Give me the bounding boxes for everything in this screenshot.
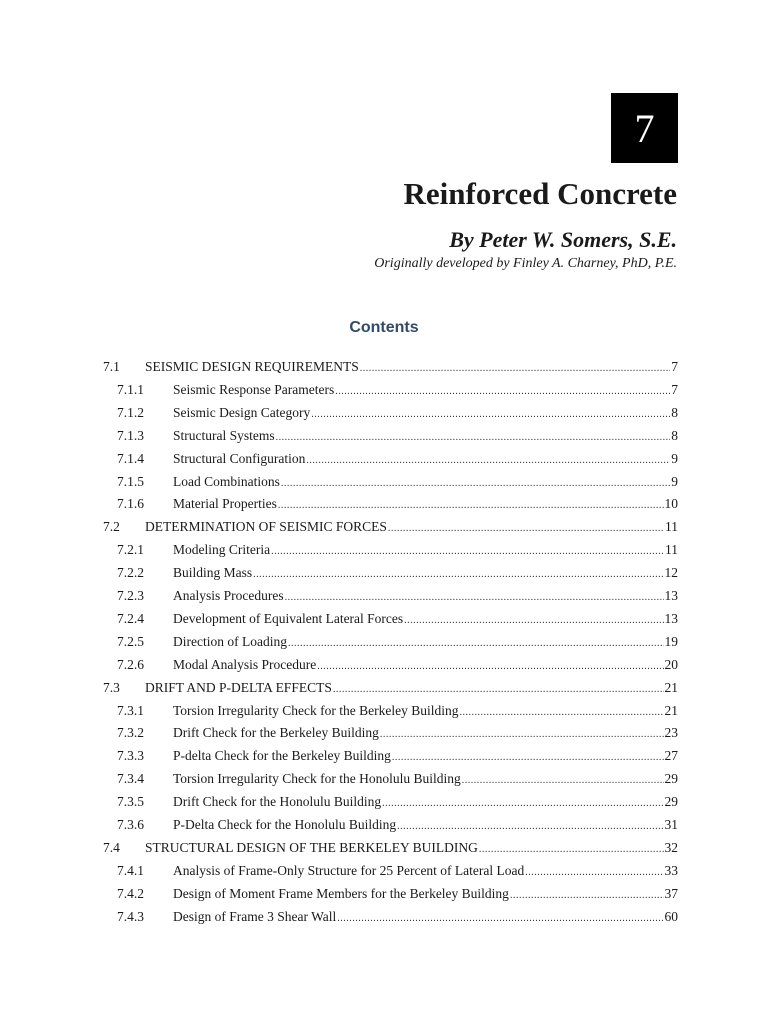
toc-entry[interactable]	[0, 403, 768, 423]
toc-entry-page: 31	[664, 817, 678, 832]
toc-entry-page: 37	[664, 885, 678, 901]
toc-entry-number: 7.2.4	[117, 610, 144, 626]
toc-entry[interactable]	[0, 701, 768, 721]
toc-dot-leader	[311, 405, 670, 425]
toc-entry-page: 9	[671, 473, 678, 489]
toc-entry-line	[145, 838, 678, 860]
toc-dot-leader	[317, 657, 663, 677]
toc-entry-page: 7	[671, 381, 678, 397]
toc-entry-title: DETERMINATION OF SEISMIC FORCES	[145, 519, 387, 535]
toc-entry[interactable]	[0, 632, 768, 652]
toc-entry-page: 33	[664, 862, 678, 878]
toc-dot-leader	[382, 794, 663, 814]
toc-entry[interactable]	[0, 472, 768, 492]
toc-entry-number: 7.2.1	[117, 542, 144, 558]
toc-entry-number: 7.1.4	[117, 450, 144, 466]
toc-entry-number: 7.1.3	[117, 427, 144, 443]
toc-entry-title: Analysis Procedures	[173, 588, 284, 603]
toc-entry-page: 21	[664, 702, 678, 718]
toc-dot-leader	[253, 565, 663, 585]
toc-dot-leader	[335, 382, 670, 402]
toc-entry-number: 7.3.6	[117, 817, 144, 832]
toc-dot-leader	[404, 611, 663, 631]
toc-entry[interactable]	[0, 838, 768, 858]
toc-entry-page: 29	[664, 794, 678, 810]
toc-dot-leader	[271, 542, 664, 562]
toc-dot-leader	[462, 771, 664, 791]
toc-entry-number: 7.4.1	[117, 862, 144, 878]
chapter-number-box	[611, 93, 678, 163]
toc-dot-leader	[525, 863, 663, 883]
toc-entry-page: 12	[664, 565, 678, 581]
toc-dot-leader	[479, 840, 664, 860]
toc-entry-title: Modal Analysis Procedure	[173, 656, 317, 672]
toc-dot-leader	[337, 909, 663, 929]
toc-dot-leader	[380, 725, 664, 745]
toc-entry-number: 7.4.3	[117, 908, 144, 924]
toc-entry[interactable]	[0, 494, 768, 514]
toc-entry-page: 13	[664, 610, 678, 626]
toc-entry-page: 23	[664, 725, 678, 741]
toc-entry-line	[173, 769, 678, 791]
toc-entry-page: 8	[671, 427, 678, 443]
toc-entry[interactable]	[0, 723, 768, 743]
author-line: By Peter W. Somers, S.E.	[449, 227, 677, 252]
toc-entry-title: Torsion Irregularity Check for the Berkeley Building	[173, 702, 459, 718]
toc-entry[interactable]	[0, 655, 768, 675]
toc-entry-title: Development of Equivalent Lateral Forces	[173, 610, 404, 626]
toc-dot-leader	[306, 451, 670, 471]
toc-entry[interactable]	[0, 678, 768, 698]
toc-dot-leader	[333, 680, 664, 700]
toc-entry-title: Torsion Irregularity Check for the Honolulu Building	[173, 771, 461, 787]
toc-entry-page: 29	[664, 771, 678, 787]
toc-entry-title: Load Combinations	[173, 473, 280, 489]
toc-entry-line	[173, 815, 678, 837]
toc-entry-page: 9	[671, 450, 678, 466]
toc-entry-title: Material Properties	[173, 496, 277, 512]
toc-entry-page: 20	[664, 656, 678, 672]
toc-entry-line	[173, 861, 678, 883]
toc-entry-line	[173, 472, 678, 494]
toc-dot-leader	[281, 474, 670, 494]
toc-entry[interactable]	[0, 540, 768, 560]
toc-entry-line	[145, 678, 678, 700]
toc-entry[interactable]	[0, 815, 768, 835]
toc-entry-line	[173, 723, 678, 745]
toc-entry-title: Drift Check for the Honolulu Building	[173, 794, 382, 810]
toc-entry-page: 21	[664, 679, 678, 695]
toc-entry-page: 10	[664, 496, 678, 512]
toc-entry-line	[173, 907, 678, 929]
toc-entry-line	[173, 426, 678, 448]
toc-entry[interactable]	[0, 586, 768, 606]
toc-entry-number: 7.1.6	[117, 496, 144, 512]
toc-entry-title: STRUCTURAL DESIGN OF THE BERKELEY BUILDING	[145, 839, 478, 855]
toc-entry-title: Design of Frame 3 Shear Wall	[173, 908, 337, 924]
toc-entry-line	[173, 701, 678, 723]
original-author-line: Originally developed by Finley A. Charney, PhD, P.E.	[374, 256, 677, 271]
toc-entry-number: 7.1	[103, 359, 120, 374]
toc-dot-leader	[278, 496, 664, 516]
toc-entry-title: Design of Moment Frame Members for the Berkeley Building	[173, 885, 509, 901]
toc-entry-line	[173, 884, 678, 906]
toc-entry-number: 7.4.2	[117, 885, 144, 901]
toc-entry-number: 7.4	[103, 839, 120, 855]
toc-entry-line	[173, 586, 678, 608]
toc-entry-line	[173, 380, 678, 402]
toc-dot-leader	[459, 703, 663, 723]
toc-entry[interactable]	[0, 769, 768, 789]
toc-entry[interactable]	[0, 907, 768, 927]
toc-entry-number: 7.3.4	[117, 771, 144, 787]
toc-entry[interactable]	[0, 792, 768, 812]
toc-dot-leader	[388, 519, 664, 539]
toc-entry[interactable]	[0, 426, 768, 446]
toc-dot-leader	[392, 748, 664, 768]
toc-entry-title: P-delta Check for the Berkeley Building	[173, 748, 391, 764]
page-title: Reinforced Concrete	[403, 176, 677, 211]
toc-entry-number: 7.2.5	[117, 633, 144, 649]
toc-entry-page: 11	[665, 542, 678, 558]
toc-entry[interactable]	[0, 380, 768, 400]
toc-entry-line	[173, 609, 678, 631]
toc-entry[interactable]	[0, 357, 768, 377]
toc-entry-page: 19	[664, 633, 678, 649]
toc-entry-line	[173, 449, 678, 471]
toc-entry-number: 7.3.1	[117, 702, 144, 718]
toc-entry-line	[173, 494, 678, 516]
toc-entry-line	[145, 517, 678, 539]
toc-entry-line	[173, 403, 678, 425]
toc-entry[interactable]	[0, 563, 768, 583]
toc-entry-line	[173, 746, 678, 768]
toc-entry-line	[173, 655, 678, 677]
toc-entry-title: Building Mass	[173, 565, 253, 581]
toc-entry-page: 27	[664, 748, 678, 764]
toc-entry-number: 7.3.3	[117, 748, 144, 764]
toc-entry[interactable]	[0, 884, 768, 904]
toc-entry-number: 7.2	[103, 519, 120, 535]
toc-entry[interactable]	[0, 861, 768, 881]
toc-entry-title: Structural Configuration	[173, 450, 306, 466]
toc-entry[interactable]	[0, 609, 768, 629]
toc-entry-line	[145, 357, 678, 379]
toc-entry-line	[173, 632, 678, 654]
toc-entry-number: 7.3.5	[117, 794, 144, 810]
toc-entry-number: 7.2.2	[117, 565, 144, 581]
toc-entry-page: 13	[664, 588, 678, 603]
toc-dot-leader	[285, 588, 664, 608]
toc-entry-title: DRIFT AND P-DELTA EFFECTS	[145, 679, 332, 695]
toc-entry-title: Seismic Response Parameters	[173, 381, 335, 397]
toc-entry-number: 7.2.3	[117, 588, 144, 603]
toc-entry-line	[173, 792, 678, 814]
toc-dot-leader	[276, 428, 671, 448]
toc-dot-leader	[360, 359, 670, 379]
toc-entry-title: Analysis of Frame-Only Structure for 25 Percent of Lateral Load	[173, 862, 525, 878]
toc-dot-leader	[288, 634, 664, 654]
toc-entry-number: 7.3.2	[117, 725, 144, 741]
toc-entry-number: 7.3	[103, 679, 120, 695]
toc-entry-number: 7.1.5	[117, 473, 144, 489]
toc-entry-line	[173, 563, 678, 585]
toc-dot-leader	[510, 886, 664, 906]
contents-heading: Contents	[349, 319, 419, 336]
toc-entry-title: SEISMIC DESIGN REQUIREMENTS	[145, 359, 359, 374]
toc-entry-number: 7.2.6	[117, 656, 144, 672]
chapter-number: 7	[634, 105, 655, 151]
toc-entry-number: 7.1.2	[117, 404, 144, 420]
toc-entry[interactable]	[0, 449, 768, 469]
toc-entry-title: Direction of Loading	[173, 633, 287, 649]
toc-entry-page: 11	[665, 519, 678, 535]
toc-entry-page: 7	[671, 359, 678, 374]
toc-entry[interactable]	[0, 746, 768, 766]
toc-entry-page: 60	[664, 908, 678, 924]
toc-dot-leader	[397, 817, 663, 837]
toc-entry-page: 32	[664, 839, 678, 855]
toc-entry-line	[173, 540, 678, 562]
toc-entry-title: Modeling Criteria	[173, 542, 271, 558]
toc-entry-page: 8	[671, 404, 678, 420]
toc-entry-title: Drift Check for the Berkeley Building	[173, 725, 379, 741]
toc-entry[interactable]	[0, 517, 768, 537]
toc-entry-title: Structural Systems	[173, 427, 275, 443]
toc-entry-title: P-Delta Check for the Honolulu Building	[173, 817, 397, 832]
toc-entry-title: Seismic Design Category	[173, 404, 311, 420]
toc-entry-number: 7.1.1	[117, 381, 144, 397]
